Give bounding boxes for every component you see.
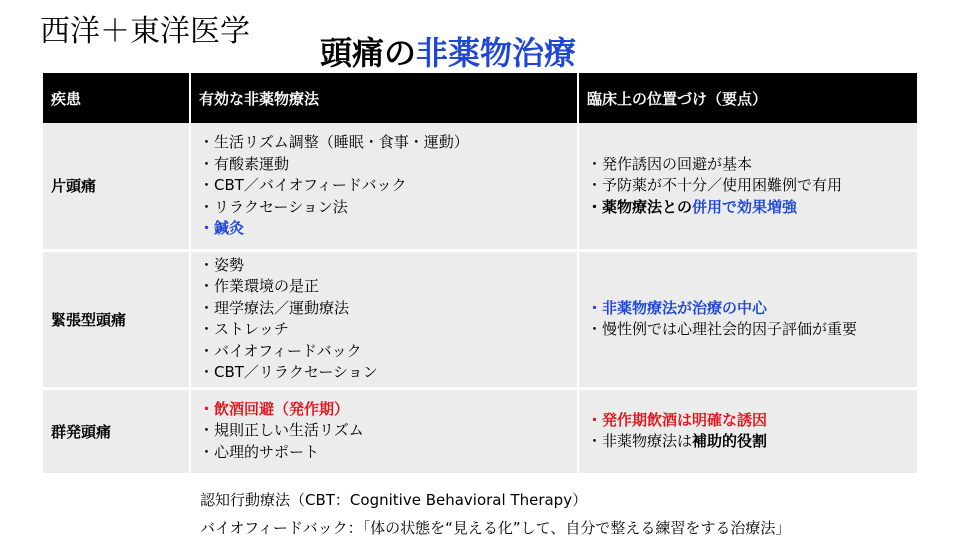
therapy-item: ・リラクセーション法 (199, 197, 348, 216)
table-row-migraine (43, 123, 917, 250)
therapy-item: ・作業環境の是正 (199, 277, 320, 295)
points-cell (578, 250, 917, 388)
therapy-item: ・有酸素運動 (199, 154, 290, 173)
therapy-item: ・CBT／リラクセーション (199, 363, 378, 381)
disease-cell: 緊張型頭痛 (43, 250, 190, 388)
table-row-cluster (43, 388, 917, 474)
therapy-cell (190, 250, 578, 388)
point-item-highlight: ・非薬物療法が治療の中心 (587, 298, 768, 317)
title-accent: 非薬物治療 (416, 34, 577, 72)
point-item (587, 431, 917, 453)
therapy-cell (190, 388, 578, 474)
corner-label: 西洋＋東洋医学 (40, 14, 250, 49)
therapy-item: ・バイオフィードバック (199, 341, 362, 360)
table-row-tension (43, 250, 917, 388)
footnotes (200, 486, 790, 542)
point-item: ・慢性例では心理社会的因子評価が重要 (587, 320, 858, 338)
point-item-highlight: ・発作期飲酒は明確な誘因 (587, 410, 768, 429)
disease-cell: 群発頭痛 (43, 388, 190, 474)
point-text: ・非薬物療法は (587, 432, 693, 450)
therapy-table (43, 73, 917, 476)
therapy-item-highlight: ・鍼灸 (199, 219, 245, 237)
footnote-biofeedback: バイオフィードバック：「体の状態を“見える化”して、自分で整える練習をする治療法」 (200, 519, 791, 537)
point-highlight: 併用で効果増強 (692, 197, 798, 216)
points-cell (578, 388, 917, 474)
header-points: 臨床上の位置づけ（要点） (578, 73, 917, 123)
point-item (587, 197, 917, 219)
title-prefix: 頭痛の (320, 34, 417, 72)
therapy-item: ・心理的サポート (199, 442, 320, 461)
point-item: ・発作誘因の回避が基本 (587, 154, 753, 173)
therapy-item: ・理学療法／運動療法 (199, 298, 350, 317)
slide-title (320, 28, 576, 74)
therapy-cell (190, 123, 578, 250)
header-therapy: 有効な非薬物療法 (190, 73, 578, 123)
point-item: ・予防薬が不十分／使用困難例で有用 (587, 176, 843, 194)
therapy-item: ・姿勢 (199, 255, 245, 274)
header-disease: 疾患 (43, 73, 190, 123)
therapy-item: ・CBT／バイオフィードバック (199, 176, 407, 194)
therapy-item-highlight: ・飲酒回避（発作期） (199, 399, 350, 418)
footnote-cbt: 認知行動療法（CBT：Cognitive Behavioral Therapy） (200, 491, 588, 509)
therapy-item: ・規則正しい生活リズム (199, 421, 364, 440)
point-bold: 補助的役割 (692, 432, 768, 450)
points-cell (578, 123, 917, 250)
therapy-item: ・生活リズム調整（睡眠・食事・運動） (199, 133, 469, 151)
table-header-row (43, 73, 917, 123)
disease-cell: 片頭痛 (43, 123, 190, 250)
therapy-item: ・ストレッチ (199, 320, 289, 338)
point-text: ・薬物療法との (587, 197, 693, 216)
